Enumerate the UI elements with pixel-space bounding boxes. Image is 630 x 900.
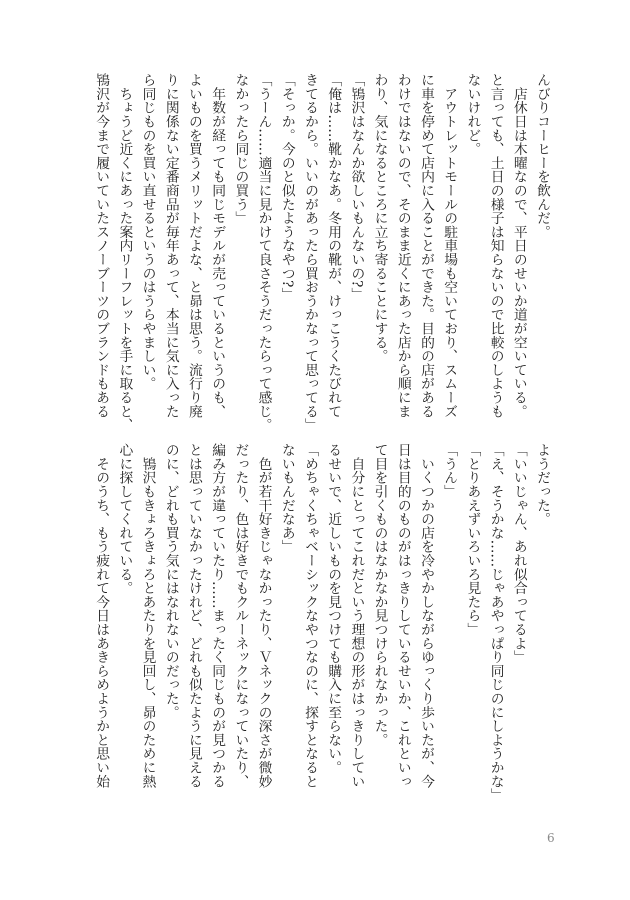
text-column: 「とりあえずいろいろ見たら」 (464, 443, 481, 637)
text-column: 「いいじゃん、あれ似合ってるよ」 (510, 443, 527, 664)
text-column: 店休日は木曜なので、平日のせいか道が空いている。 (510, 73, 527, 418)
text-column: 編み方が違っていたり……まったく同じものが見つかる (209, 443, 226, 788)
text-column: 「めちゃくちゃベーシックなやつなのに、探すとなると (301, 443, 318, 788)
text-column: のに、どれも買う気にはなれないのだった。 (162, 443, 179, 719)
text-column: だったり、色は好きでもクルーネックになっていたり、 (232, 443, 249, 788)
text-column: ら同じものを買い直せるというのはうらやましい。 (139, 73, 156, 391)
text-column: きてるから。いいのがあったら買おうかなって思ってる」 (301, 73, 318, 432)
text-column: そのうち、もう疲れて今日はあきらめようかと思い始 (93, 443, 110, 788)
text-column: ようだった。 (534, 443, 550, 526)
text-column: 「うーん……適当に見かけて良さそうだったらって感じ。 (255, 73, 272, 432)
text-column: りに関係ない定番商品が毎年あって、本当に気に入った (162, 73, 179, 418)
text-column: ちょうど近くにあった案内リーフレットを手に取ると、 (116, 73, 133, 432)
text-column: なかったら同じの買う」 (232, 73, 249, 225)
text-column: とは思っていなかったけれど、どれも似たように見える (185, 443, 202, 788)
text-column: 「うん」 (441, 443, 458, 499)
text-column: わけではないので、そのまま近くにあった店から順にま (394, 73, 411, 418)
text-column: ないけれど。 (464, 73, 481, 156)
text-column: 心に探してくれている。 (116, 443, 133, 595)
text-column: て目を引くものはなかなか見つけられなかった。 (371, 443, 388, 747)
text-column: 自分にとってこれだという理想の形がはっきりしてい (348, 443, 365, 788)
text-column: いくつかの店を冷やかしながらゆっくり歩いたが、今 (417, 443, 434, 788)
text-column: と言っても、土日の様子は知らないので比較のしようも (487, 73, 504, 418)
text-column: 「そっか。今のと似たようなやつ?」 (278, 73, 295, 302)
text-column: 色が若干好きじゃなかったり、Ｖネックの深さが微妙 (255, 443, 272, 788)
text-column: 「え、そうかな……じゃあやっぱり同じのにしようかな」 (487, 443, 504, 802)
text-column: 日は目的のものがはっきりしているせいか、これといっ (394, 443, 411, 788)
text-column: ないもんだなあ」 (278, 443, 295, 554)
text-column: 鴇沢が今まで履いていたスノーブーツのブランドもある (93, 73, 110, 418)
text-column: わり、気になるところに立ち寄ることにする。 (371, 73, 388, 363)
text-column: アウトレットモールの駐車場も空いており、スムーズ (441, 73, 458, 418)
text-column: 「鴇沢はなんか欲しいもんないの?」 (348, 73, 365, 302)
text-column: るせいで、近しいものを見つけても購入に至らない。 (325, 443, 342, 775)
page-number: 6 (547, 831, 555, 845)
upper-text-block (89, 73, 553, 433)
lower-text-block (89, 443, 553, 805)
text-column: よいものを買うメリットだよな、と昴は思う。流行り廃 (185, 73, 202, 418)
text-column: んびりコーヒーを飲んだ。 (534, 73, 550, 239)
text-column: に車を停めて店内に入ることができた。目的の店がある (417, 73, 434, 418)
text-column: 年数が経っても同じモデルが売っているというのも、 (209, 73, 226, 418)
text-column: 「俺は……靴かなあ。冬用の靴が、けっこうくたびれて (325, 73, 342, 418)
text-column: 鴇沢もきょろきょろとあたりを見回し、昴のために熱 (139, 443, 156, 788)
